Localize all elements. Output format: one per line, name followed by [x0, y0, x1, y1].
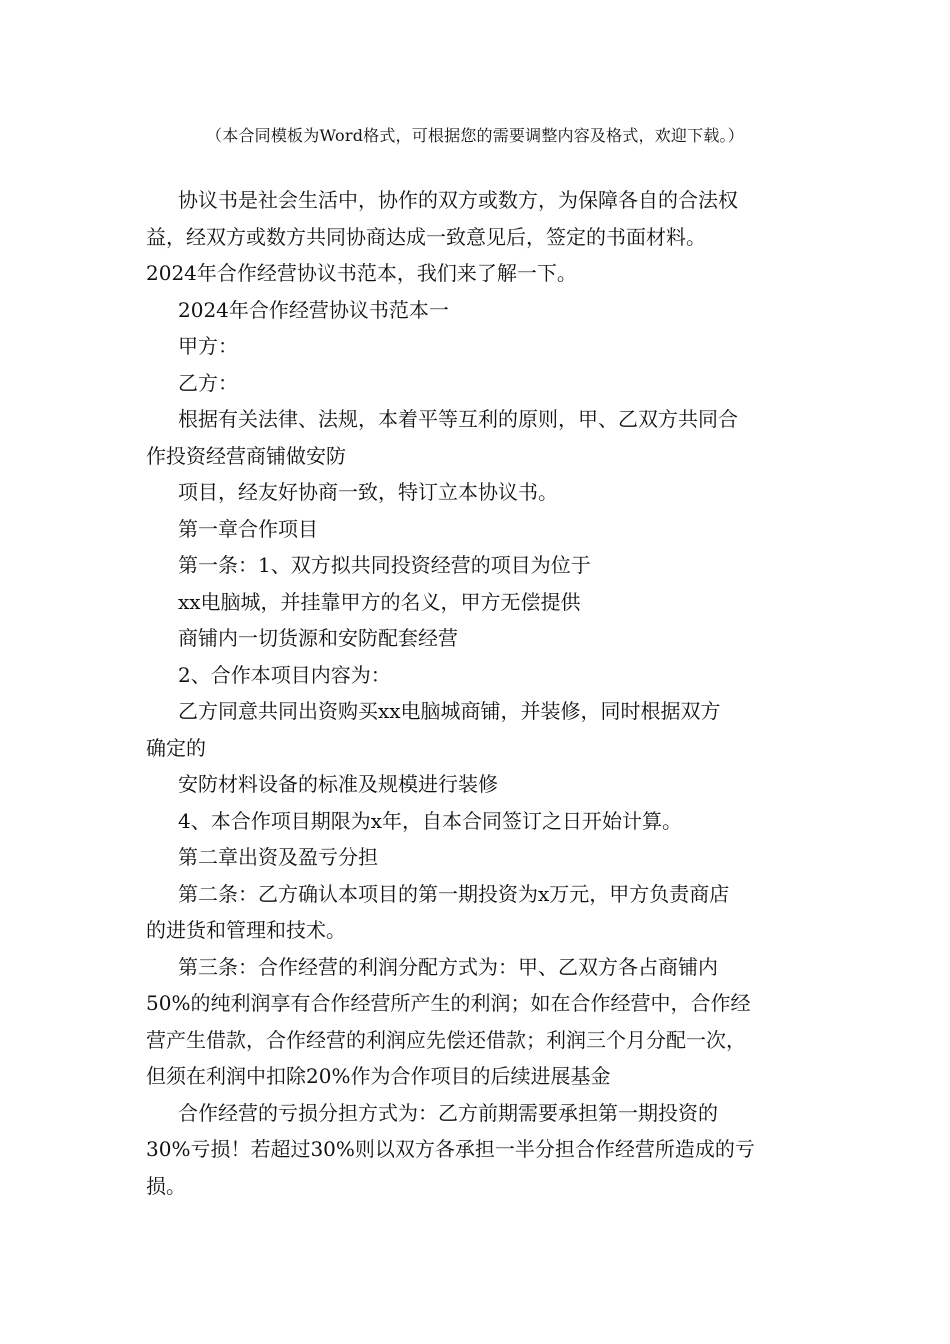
text-line: 乙方同意共同出资购买xx电脑城商铺，并装修，同时根据双方 [178, 699, 721, 723]
text-line: 营产生借款，合作经营的利润应先偿还借款；利润三个月分配一次， [146, 1027, 746, 1052]
text-line: 损。 [146, 1173, 186, 1198]
text-line: 协议书是社会生活中，协作的双方或数方，为保障各自的合法权 [178, 188, 738, 212]
text-line: 30%亏损！若超过30%则以双方各承担一半分担合作经营所造成的亏 [146, 1137, 755, 1161]
text-line: 第二条：乙方确认本项目的第一期投资为x万元，甲方负责商店 [178, 881, 730, 906]
text-line: 乙方： [178, 370, 238, 395]
text-line: 但须在利润中扣除20%作为合作项目的后续进展基金 [146, 1064, 611, 1088]
text-line: 50%的纯利润享有合作经营所产生的利润；如在合作经营中，合作经 [146, 991, 751, 1015]
text-line: 2024年合作经营协议书范本，我们来了解一下。 [146, 261, 577, 285]
text-line: 项目，经友好协商一致，特订立本协议书。 [178, 480, 558, 504]
text-line: 安防材料设备的标准及规模进行装修 [178, 772, 498, 796]
agreement-body [146, 182, 810, 1204]
text-line: 第一条：1、双方拟共同投资经营的项目为位于 [178, 553, 591, 577]
text-line: 甲方： [178, 334, 238, 358]
text-line: 2024年合作经营协议书范本一 [178, 297, 449, 322]
text-line: 第三条：合作经营的利润分配方式为：甲、乙双方各占商铺内 [178, 954, 718, 979]
text-line: 益，经双方或数方共同协商达成一致意见后，签定的书面材料。 [146, 224, 706, 249]
text-line: 确定的 [146, 735, 206, 760]
text-line: 第二章出资及盈亏分担 [178, 845, 378, 869]
text-line: 商铺内一切货源和安防配套经营 [178, 626, 458, 650]
template-note: （本合同模板为Word格式，可根据您的需要调整内容及格式，欢迎下载。） [206, 126, 744, 145]
text-line: 作投资经营商铺做安防 [146, 443, 346, 468]
text-line: 的进货和管理和技术。 [146, 918, 346, 942]
text-line: 第一章合作项目 [178, 516, 318, 541]
text-line: 4、本合作项目期限为x年，自本合同签订之日开始计算。 [178, 808, 683, 833]
text-line: 根据有关法律、法规，本着平等互利的原则，甲、乙双方共同合 [178, 407, 738, 431]
text-line: xx电脑城，并挂靠甲方的名义，甲方无偿提供 [178, 589, 581, 614]
text-line: 合作经营的亏损分担方式为：乙方前期需要承担第一期投资的 [178, 1100, 718, 1125]
text-line: 2、合作本项目内容为： [178, 662, 391, 687]
